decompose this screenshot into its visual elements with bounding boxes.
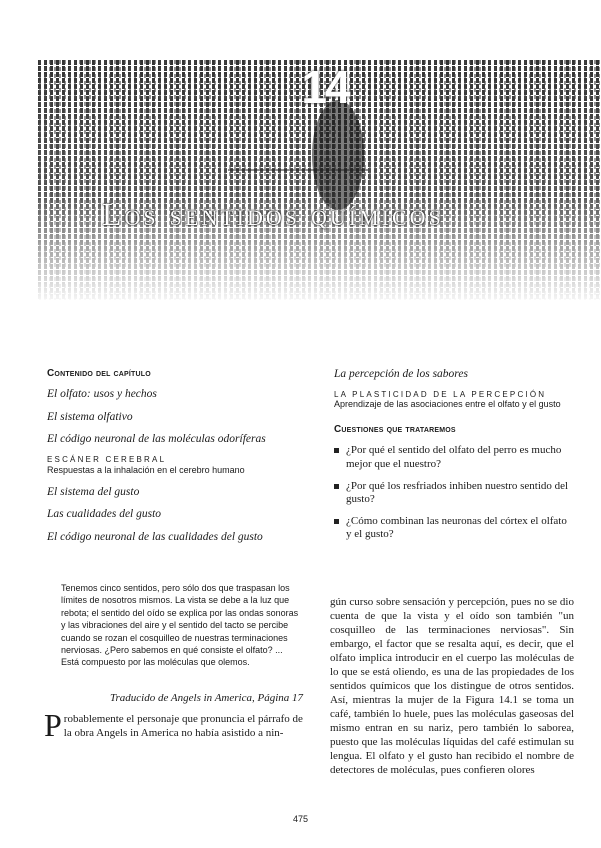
epigraph-source: Traducido de Angels in America, Página 17 [110,692,303,704]
body-paragraph: robablemente el personaje que pronuncia el párrafo de la obra Angels in America no había asistido a nin- [63,713,303,740]
questions-column [334,368,574,550]
chapter-number: 14 [301,61,349,113]
contents-item: El código neuronal de las cualidades del gusto [47,530,263,543]
plasticity-text: Aprendizaje de las asociaciones entre el olfato y el gusto [334,399,561,410]
chapter-title: Los sentidos químicos [102,196,444,232]
questions-heading: Cuestiones que trataremos [334,424,456,436]
question-item: ¿Por qué el sentido del olfato del perro es mucho mejor que el nuestro? [334,444,574,470]
epigraph-quote: Tenemos cinco sentidos, pero sólo dos que traspasan los límites de nosotros mismos. La vista se debe a la luz que rebota; el sentido del oído se explica por las ondas sonoras y las vibraciones del aire y el sentido del tacto se percibe cuando se rozan el cosquilleo de nuestras terminaciones nerviosas. ¿Pero sabemos en qué consiste el olfato? ... Está compuesto por las moléculas que olemos. [61,583,299,668]
chapter-contents [47,368,317,554]
plasticity-label: LA PLASTICIDAD DE LA PERCEPCIÓN [334,389,547,399]
questions-list [334,444,574,541]
contents-item: El código neuronal de las moléculas odoríferas [47,433,266,446]
contents-item: La percepción de los sabores [334,368,468,380]
page-number: 475 [292,814,309,824]
contents-item: El olfato: usos y hechos [47,388,157,400]
contents-item: Las cualidades del gusto [47,508,162,521]
body-text-left [44,707,304,743]
brain-scan-label: ESCÁNER CEREBRAL [47,454,167,464]
brain-scan-text: Respuestas a la inhalación en el cerebro humano [47,464,245,475]
question-item: ¿Cómo combinan las neuronas del córtex el olfato y el gusto? [334,515,574,541]
question-item: ¿Por qué los resfriados inhiben nuestro sentido del gusto? [334,480,574,506]
contents-item: El sistema olfativo [47,410,133,423]
contents-heading: Contenido del capítulo [47,368,151,379]
drop-cap: P [44,707,62,743]
body-text-right: gún curso sobre sensación y percepción, pues no se dio cuenta de que la vista y el oído son también "un cosquilleo de las terminaciones nerviosas". Sin embargo, el factor que se resalta aquí, es decir, que el olfato implica introducir en el cuerpo las moléculas de lo que se está oliendo, es una de las propiedades de los sentidos químicos que los distingue de otros sentidos. Así, mientras la mujer de la Figura 14.1 se toma un café, también lo huele, pues las moléculas gaseosas del mismo entran en su nariz, pero también lo saborea, puesto que las moléculas líquidas del café estimulan su lengua. El olfato y el gusto han recibido el nombre de detectores de moléculas, pues confieren olores [330,596,574,776]
contents-item: El sistema del gusto [47,485,140,498]
